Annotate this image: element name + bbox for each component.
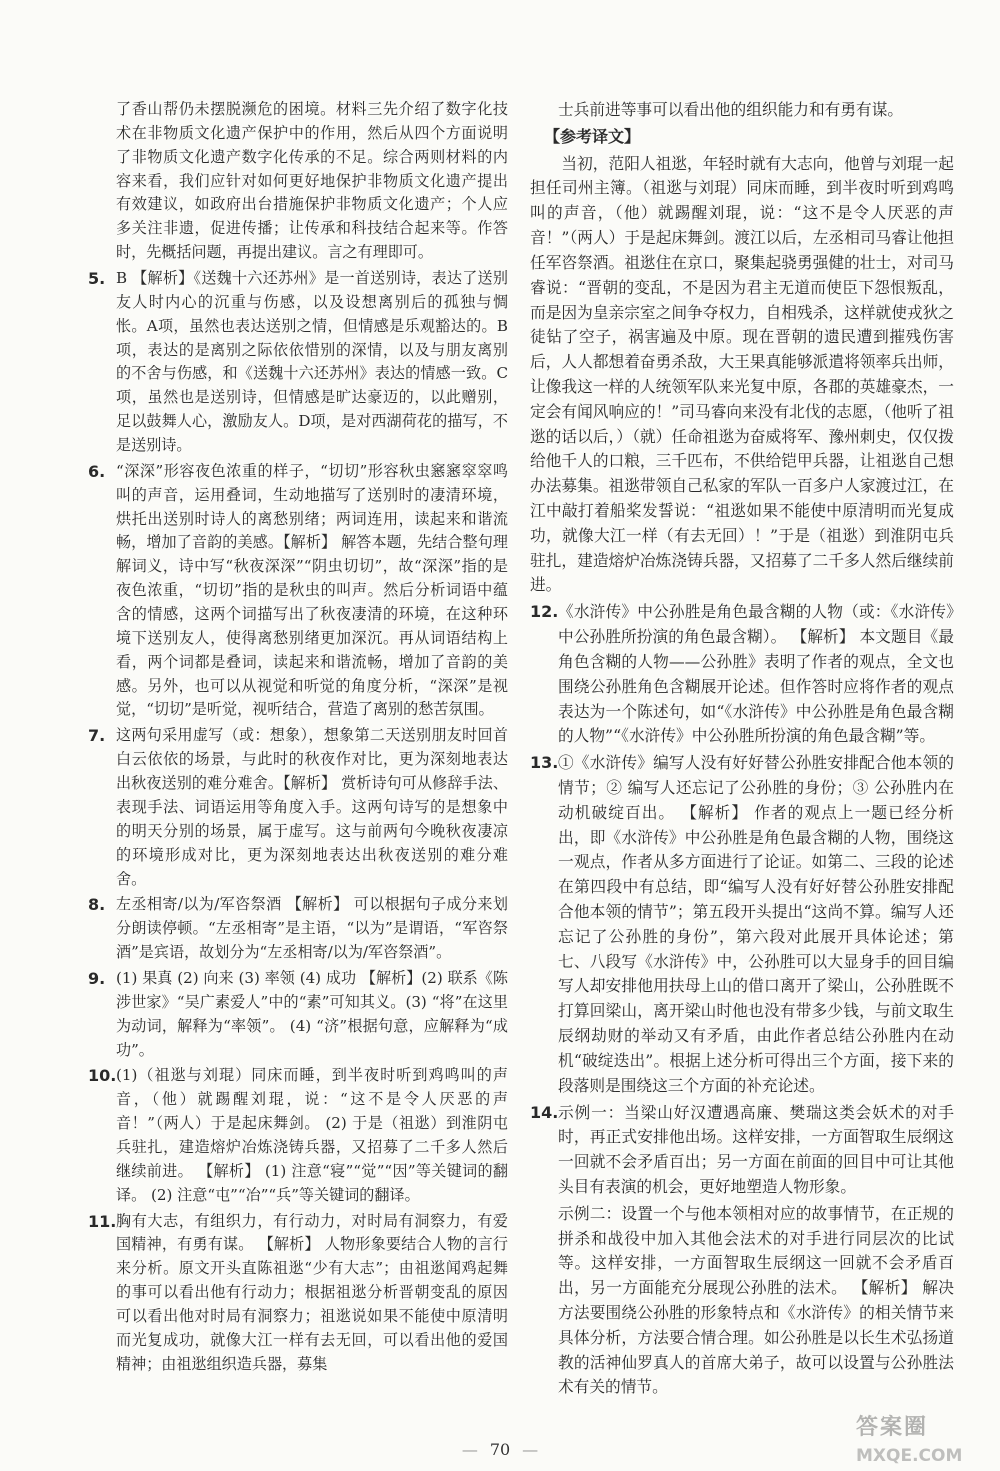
answer-number: 11. <box>88 1211 117 1231</box>
left-column <box>88 98 508 1379</box>
answer-text: (1)（祖逖与刘琨）同床而睡，到半夜时听到鸡鸣叫的声音，（他）就踢醒刘琨，说：“这不是令人厌恶的声音！”（两人）于是起床舞剑。 (2) 于是（祖逖）到淮阴屯兵驻扎，建造熔炉冶炼浇铸兵器，又招募了二千多人然后继续前进。 【解析】 (1) 注意“寝”“觉”“因”等关键词的翻译。 (2) 注意“屯”“冶”“兵”等关键词的翻译。 <box>116 1066 508 1204</box>
answer-text: 了香山帮仍未摆脱濒危的困境。材料三先介绍了数字化技术在非物质文化遗产保护中的作用，然后从四个方面说明了非物质文化遗产数字化传承的不足。综合两则材料的内容来看，我们应针对如何更好地保护非物质文化遗产提出有效建议，如政府出台措施保护非物质文化遗产；个人应多关注非遗，促进传播；让传承和科技结合起来等。作答时，先概括问题，再提出建议。言之有理即可。 <box>116 100 508 262</box>
watermark-site: MXQE.COM <box>856 1446 963 1466</box>
answer-number: 14. <box>530 1102 559 1122</box>
answer-item <box>88 1210 508 1377</box>
answer-text: 这两句采用虚写（或：想象），想象第二天送别朋友时回首白云依依的场景，与此时的秋夜作对比，更为深刻地表达出秋夜送别的难分难舍。【解析】 赏析诗句可从修辞手法、表现手法、词语运用等角度入手。这两句诗写的是想象中的明天分别的场景，属于虚写。这与前两句今晚秋夜凄凉的环境形成对比，更为深刻地表达出秋夜送别的难分难舍。 <box>116 726 508 888</box>
answer-number: 6. <box>88 461 106 481</box>
answer-number: 8. <box>88 895 106 915</box>
answer-item <box>530 751 954 1098</box>
text-block <box>530 125 954 150</box>
answer-item <box>88 893 508 965</box>
answer-item <box>88 267 508 458</box>
page-number: — 70 — <box>0 1440 1000 1459</box>
text-block <box>530 1202 954 1401</box>
answer-item <box>88 724 508 891</box>
answer-text: 左丞相寄/以为/军咨祭酒 【解析】 可以根据句子成分来划分朗读停顿。“左丞相寄”是主语，“以为”是谓语，“军咨祭酒”是宾语，故划分为“左丞相寄/以为/军咨祭酒”。 <box>116 895 508 962</box>
answer-number: 13. <box>530 753 559 773</box>
text-block <box>88 98 508 265</box>
text-block <box>530 98 954 123</box>
text-block <box>530 152 954 599</box>
answer-text: 《水浒传》中公孙胜是角色最含糊的人物（或：《水浒传》中公孙胜所扮演的角色最含糊）。 【解析】 本文题目《最角色含糊的人物——公孙胜》表明了作者的观点，全文也围绕公孙胜角色含糊展开论述。但作答时应将作者的观点表达为一个陈述句，如“《水浒传》中公孙胜是角色最含糊的人物”“《水浒传》中公孙胜所扮演的角色最含糊”等。 <box>558 602 954 746</box>
answer-text: B 【解析】《送魏十六还苏州》是一首送别诗，表达了送别友人时内心的沉重与伤感，以及设想离别后的孤独与惆怅。A项，虽然也表达送别之情，但情感是乐观豁达的。B项，表达的是离别之际依依惜别的深情，以及与朋友离别的不舍与伤感，和《送魏十六还苏州》表达的情感一致。C项，虽然也是送别诗，但情感是旷达豪迈的，以此赠别，足以鼓舞人心，激励友人。D项，是对西湖荷花的描写，不是送别诗。 <box>116 269 508 455</box>
answer-text: ①《水浒传》编写人没有好好替公孙胜安排配合他本领的情节；② 编写人还忘记了公孙胜的身份；③ 公孙胜内在动机破绽百出。 【解析】 作者的观点上一题已经分析出，即《水浒传》中公孙胜是角色最含糊的人物，围绕这一观点，作者从多方面进行了论证。如第二、三段的论述在第四段中有总结，即“编写人没有好好替公孙胜安排配合他本领的情节”；第五段开头提出“这尚不算。编写人还忘记了公孙胜的身份”，第六段对此展开具体论述；第七、八段写《水浒传》中，公孙胜可以大显身手的回目编写人却安排他用扶母上山的借口离开了梁山，公孙胜既不打算回梁山，离开梁山时他也没有带多少钱，与前文取生辰纲劫财的举动又有矛盾，由此作者总结公孙胜内在动机“破绽迭出”。根据上述分析可得出三个方面，接下来的段落则是围绕这三个方面的补充论述。 <box>558 753 954 1095</box>
answer-text: 示例一：当梁山好汉遭遇高廉、樊瑞这类会妖术的对手时，再正式安排他出场。这样安排，一方面智取生辰纲这一回就不会矛盾百出；另一方面在前面的回目中可让其他头目有表演的机会，更好地塑造人物形象。 <box>558 1102 954 1196</box>
answer-text: (1) 果真 (2) 向来 (3) 率领 (4) 成功 【解析】(2) 联系《陈涉世家》“吴广素爱人”中的“素”可知其义。(3) “将”在这里为动词，解释为“率领”。 (4) “济”根据句意，应解释为“成功”。 <box>116 968 508 1059</box>
answer-number: 12. <box>530 602 559 622</box>
answer-text: 【参考译文】 <box>544 126 641 146</box>
answer-item <box>530 600 954 749</box>
answer-text: 胸有大志，有组织力，有行动力，对时局有洞察力，有爱国精神，有勇有谋。 【解析】 人物形象要结合人物的言行来分析。原文开头直陈祖逖“少有大志”；由祖逖闻鸡起舞的事可以看出他有行动力；根据祖逖分析晋朝变乱的原因可以看出他对时局有洞察力；祖逖说如果不能使中原清明而光复成功，就像大江一样有去无回，可以看出他的爱国精神；由祖逖组织造兵器，募集 <box>116 1211 508 1373</box>
answer-text: “深深”形容夜色浓重的样子，“切切”形容秋虫窸窸窣窣鸣叫的声音，运用叠词，生动地描写了送别时的凄清环境，烘托出送别时诗人的离愁别绪；两词连用，读起来和谐流畅，增加了音韵的美感。【解析】 解答本题，先结合整句理解词义，诗中写“秋夜深深”“阴虫切切”，故“深深”指的是夜色浓重，“切切”指的是秋虫的叫声。然后分析词语中蕴含的情感，这两个词描写出了秋夜凄清的环境，在这种环境下送别友人，使得离愁别绪更加深沉。再从词语结构上看，两个词都是叠词，读起来和谐流畅，增加了音韵的美感。另外，也可以从视觉和听觉的角度分析，“深深”是视觉，“切切”是听觉，视听结合，营造了离别的愁苦氛围。 <box>116 461 508 719</box>
answer-number: 10. <box>88 1066 117 1086</box>
answer-text: 当初，范阳人祖逖，年轻时就有大志向，他曾与刘琨一起担任司州主簿。（祖逖与刘琨）同床而睡，到半夜时听到鸡鸣叫的声音，（他）就踢醒刘琨，说：“这不是令人厌恶的声音！”（两人）于是起床舞剑。渡江以后，左丞相司马睿让他担任军咨祭酒。祖逖住在京口，聚集起骁勇强健的壮士，对司马睿说：“晋朝的变乱，不是因为君主无道而使臣下怨恨叛乱，而是因为皇亲宗室之间争夺权力，自相残杀，这样就使戎狄之徒钻了空子，祸害遍及中原。现在晋朝的遗民遭到摧残伤害后，人人都想着奋勇杀敌，大王果真能够派遣将领率兵出师，让像我这一样的人统领军队来光复中原，各郡的英雄豪杰，一定会有闻风响应的！”司马睿向来没有北伐的志愿，（他听了祖逖的话以后，）（就）任命祖逖为奋威将军、豫州刺史，仅仅拨给他千人的口粮，三千匹布，不供给铠甲兵器，让祖逖自己想办法募集。祖逖带领自己私家的军队一百多户人家渡过江，在江中敲打着船桨发誓说：“祖逖如果不能使中原清明而光复成功，就像大江一样（有去无回）！”于是（祖逖）到淮阴屯兵驻扎，建造熔炉冶炼浇铸兵器，又招募了二千多人然后继续前进。 <box>530 153 954 595</box>
answer-number: 5. <box>88 269 106 289</box>
answer-item <box>88 967 508 1062</box>
answer-item <box>88 1064 508 1207</box>
watermark-logo <box>856 1410 976 1468</box>
answer-text: 示例二：设置一个与他本领相对应的故事情节，在正规的拼杀和战役中加入其他会法术的对手进行同层次的比试等。这样安排，一方面智取生辰纲这一回就不会矛盾百出，另一方面能充分展现公孙胜的法术。 【解析】 解决方法要围绕公孙胜的形象特点和《水浒传》的相关情节来具体分析，方法要合情合理。如公孙胜是以长生术弘扬道教的活神仙罗真人的首席大弟子，故可以设置与公孙胜法术有关的情节。 <box>558 1203 954 1397</box>
answer-number: 7. <box>88 726 106 746</box>
answer-number: 9. <box>88 968 106 988</box>
answer-item <box>530 1101 954 1200</box>
right-column <box>530 98 954 1402</box>
answer-item <box>88 460 508 722</box>
watermark-brand: 答案圈 <box>856 1415 929 1440</box>
answer-text: 士兵前进等事可以看出他的组织能力和有勇有谋。 <box>558 100 904 119</box>
